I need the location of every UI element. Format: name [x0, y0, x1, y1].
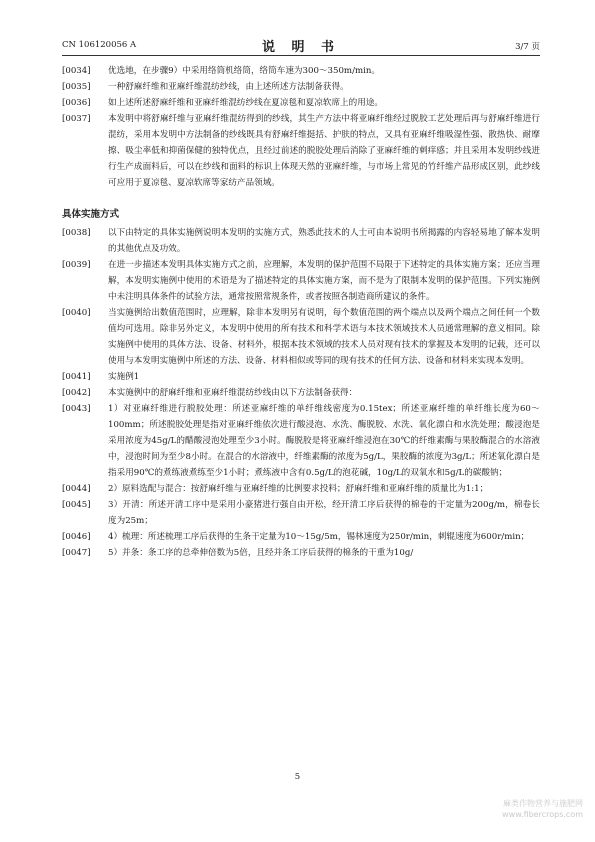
paragraph-number: [0042] — [62, 388, 91, 398]
paragraph-number: [0039] — [62, 260, 91, 270]
paragraph-0042 — [62, 385, 540, 401]
paragraph-text: 本发明中将舒麻纤维与亚麻纤维混纺得到的纱线，其生产方法中将亚麻纤维经过脱胶工艺处理后再与舒麻纤维进行混纺，采用本发明中方法制备的纱线既具有舒麻纤维挺括、护肤的特点，又具有亚麻纤维吸湿性强、散热快、耐摩擦、吸尘率低和抑菌保健的独特优点，且经过前述的脱胶处理后消除了亚麻纤维的刺痒感；并且采用本发明纱线进行生产成面料后，可以在纱线和面料的标识上体现天然的亚麻纤维，与市场上常见的竹纤维产品形成区别，此纱线可应用于夏凉毯、夏凉软席等家纺产品领域。 — [108, 114, 540, 188]
watermark — [502, 798, 583, 820]
paragraph-text: 如上述所述舒麻纤维和亚麻纤维混纺纱线在夏凉毯和夏凉软席上的用途。 — [108, 98, 384, 108]
paragraph-text: 实施例1 — [108, 372, 140, 382]
paragraph-0037 — [62, 111, 540, 191]
paragraph-0039 — [62, 257, 540, 305]
paragraph-0034 — [62, 63, 540, 79]
document-body — [62, 63, 540, 561]
paragraph-text: 2）原料选配与混合：按舒麻纤维与亚麻纤维的比例要求投料；舒麻纤维和亚麻纤维的质量比为1:1； — [108, 484, 489, 494]
page-indicator: 3/7 页 — [515, 42, 540, 52]
paragraph-number: [0034] — [62, 66, 91, 76]
paragraph-text: 1）对亚麻纤维进行脱胶处理：所述亚麻纤维的单纤维线密度为0.15tex；所述亚麻纤维的单纤维长度为60～100mm；所述脱胶处理是指对亚麻纤维依次进行酸浸泡、水洗、酶脱胶、水洗、氧化漂白和水洗处理；酸浸泡是采用浓度为45g/L的醋酸浸泡处理至少3小时。酶脱胶是将亚麻纤维浸泡在30℃的纤维素酶与果胶酶混合的水溶液中，浸泡时间为至少8小时。在混合的水溶液中，纤维素酶的浓度为5g/L，果胶酶的浓度为3g/L；所述氧化漂白是指采用90℃的煮练液煮练至少1小时；煮练液中含有0.5g/L的泡花碱，10g/L的双氧水和5g/L的碳酸钠； — [108, 404, 540, 478]
section-heading: 具体实施方式 — [62, 209, 120, 220]
paragraph-text: 当实施例给出数值范围时，应理解，除非本发明另有说明，每个数值范围的两个端点以及两个端点之间任何一个数值均可选用。除非另外定义，本发明中使用的所有技术和科学术语与本技术领域技术人员通常理解的意义相同。除实施例中使用的具体方法、设备、材料外，根据本技术领域的技术人员对现有技术的掌握及本发明的记载，还可以使用与本发明实施例中所述的方法、设备、材料相似或等同的现有技术的任何方法、设备和材料来实现本发明。 — [108, 308, 540, 366]
paragraph-0035 — [62, 79, 540, 95]
paragraph-0040 — [62, 305, 540, 369]
paragraph-text: 以下由特定的具体实施例说明本发明的实施方式，熟悉此技术的人士可由本说明书所揭露的内容轻易地了解本发明的其他优点及功效。 — [108, 228, 540, 254]
paragraph-text: 5）并条：条工序的总牵伸倍数为5倍，且经并条工序后获得的棉条的干重为10g/ — [108, 548, 414, 558]
paragraph-number: [0043] — [62, 404, 91, 414]
paragraph-0038 — [62, 225, 540, 257]
page-number: 5 — [294, 772, 301, 782]
paragraph-0043 — [62, 401, 540, 481]
paragraph-text: 在进一步描述本发明具体实施方式之前，应理解，本发明的保护范围不局限于下述特定的具体实施方案；还应当理解，本发明实施例中使用的术语是为了描述特定的具体实施方案，而不是为了限制本发明的保护范围。下列实施例中未注明具体条件的试验方法，通常按照常规条件，或者按照各制造商所建议的条件。 — [108, 260, 540, 302]
paragraph-text: 优选地，在步骤9）中采用络筒机络筒，络筒车速为300～350m/min。 — [108, 66, 381, 76]
paragraph-number: [0044] — [62, 484, 91, 494]
paragraph-number: [0047] — [62, 548, 91, 558]
document-title: 说 明 书 — [261, 40, 341, 55]
paragraph-text: 本实施例中的舒麻纤维和亚麻纤维混纺纱线由以下方法制备获得： — [108, 388, 358, 398]
paragraph-number: [0036] — [62, 98, 91, 108]
paragraph-text: 4）梳理：所述梳理工序后获得的生条干定量为10～15g/5m，锡林速度为250r/min，刺辊速度为600r/min； — [108, 532, 530, 542]
watermark-name: 麻类作物营养与施肥网 — [503, 799, 583, 808]
paragraph-0036 — [62, 95, 540, 111]
paragraph-text: 一种舒麻纤维和亚麻纤维混纺纱线，由上述所述方法制备获得。 — [108, 82, 349, 92]
paragraph-0047 — [62, 545, 540, 561]
header-rule — [62, 55, 540, 56]
paragraph-0041 — [62, 369, 540, 385]
patent-number: CN 106120056 A — [62, 40, 137, 50]
watermark-url: www.fibercrops.com — [502, 810, 583, 819]
paragraph-number: [0041] — [62, 372, 91, 382]
paragraph-text: 3）开清：所述开清工序中是采用小豪猪进行强自由开松，经开清工序后获得的棉卷的干定量为200g/m，棉卷长度为25m； — [108, 500, 540, 526]
paragraph-0045 — [62, 497, 540, 529]
paragraph-number: [0040] — [62, 308, 91, 318]
paragraph-number: [0038] — [62, 228, 91, 238]
paragraph-0046 — [62, 529, 540, 545]
page-header — [62, 36, 540, 54]
paragraph-number: [0037] — [62, 114, 91, 124]
paragraph-0044 — [62, 481, 540, 497]
paragraph-number: [0035] — [62, 82, 91, 92]
paragraph-number: [0045] — [62, 500, 91, 510]
paragraph-number: [0046] — [62, 532, 91, 542]
